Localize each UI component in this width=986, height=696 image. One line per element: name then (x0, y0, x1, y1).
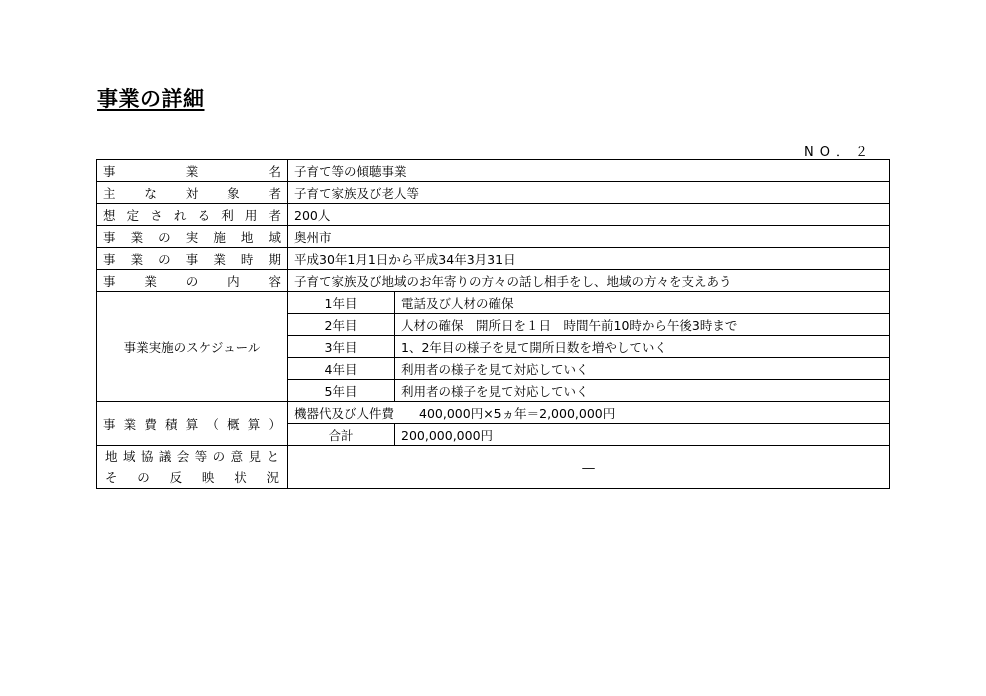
row-value-expected-users: 200人 (288, 204, 890, 226)
cost-total-label: 合計 (288, 424, 395, 446)
row-value-period: 平成30年1月1日から平成34年3月31日 (288, 248, 890, 270)
council-label-line1: 地域協議会等の意見と (105, 449, 279, 464)
table-row (97, 402, 890, 424)
row-value-project-name: 子育て等の傾聴事業 (288, 160, 890, 182)
schedule-text: 利用者の様子を見て対応していく (395, 358, 890, 380)
row-label-target: 主な対象者 (97, 182, 288, 204)
row-label-content: 事業の内容 (97, 270, 288, 292)
document-number: NO．２ (804, 145, 874, 160)
council-label (97, 446, 288, 489)
schedule-year: 5年目 (288, 380, 395, 402)
schedule-text: 電話及び人材の確保 (395, 292, 890, 314)
schedule-text: 利用者の様子を見て対応していく (395, 380, 890, 402)
table-row (97, 204, 890, 226)
schedule-year: 4年目 (288, 358, 395, 380)
schedule-text: 人材の確保 開所日を１日 時間午前10時から午後3時まで (395, 314, 890, 336)
row-value-area: 奥州市 (288, 226, 890, 248)
schedule-text: 1、2年目の様子を見て開所日数を増やしていく (395, 336, 890, 358)
schedule-label: 事業実施のスケジュール (97, 292, 288, 402)
project-detail-table (96, 159, 890, 489)
schedule-year: 2年目 (288, 314, 395, 336)
table-row (97, 160, 890, 182)
row-value-content: 子育て家族及び地域のお年寄りの方々の話し相手をし、地域の方々を支えあう (288, 270, 890, 292)
row-label-period: 事業の事業時期 (97, 248, 288, 270)
row-label-area: 事業の実施地域 (97, 226, 288, 248)
page-title: 事業の詳細 (97, 87, 205, 111)
cost-total-value: 200,000,000円 (395, 424, 890, 446)
cost-label: 事業費積算（概算） (97, 402, 288, 446)
row-label-expected-users: 想定される利用者 (97, 204, 288, 226)
table-row (97, 292, 890, 314)
row-value-target: 子育て家族及び老人等 (288, 182, 890, 204)
table-row (97, 248, 890, 270)
schedule-year: 3年目 (288, 336, 395, 358)
table-row (97, 182, 890, 204)
cost-item: 機器代及び人件費 400,000円×5ヵ年＝2,000,000円 (288, 402, 890, 424)
schedule-year: 1年目 (288, 292, 395, 314)
table-row (97, 446, 890, 489)
row-label-project-name: 事業名 (97, 160, 288, 182)
council-value: ― (288, 446, 890, 489)
table-row (97, 270, 890, 292)
table-row (97, 226, 890, 248)
council-label-line2: その反映状況 (105, 470, 279, 485)
